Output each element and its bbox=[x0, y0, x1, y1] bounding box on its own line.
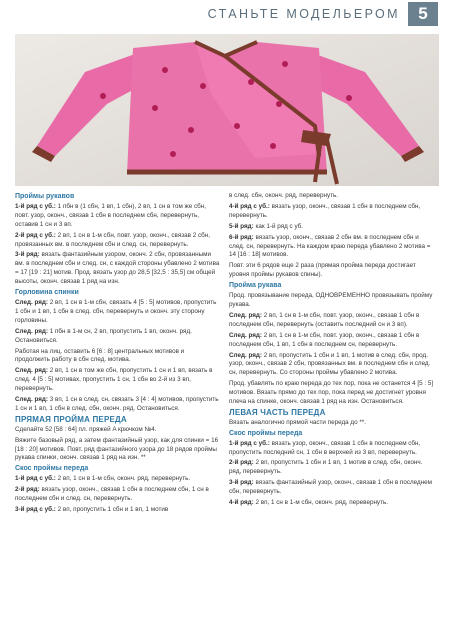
section-heading: Скос проймы переда bbox=[15, 465, 89, 473]
row-text: 1 пбн в 1-м сн, 2 вп, пропустить 1 вп, оконч. ряд. Остановиться. bbox=[15, 327, 192, 344]
row-text: 1 пбн в (1 сбн, 1 вп, 1 сбн), 2 вп, 1 сн в том же сбн, повт. узор, оконч., связав 1 сбн в последнем сбн, перевернуть, оставив 1 сн и 3 вп. bbox=[15, 202, 206, 228]
row-text: как 1-й ряд с уб. bbox=[253, 222, 304, 230]
instruction bbox=[15, 251, 220, 287]
section-heading: ПРЯМАЯ ПРОЙМА ПЕРЕДА bbox=[15, 414, 127, 424]
row-text: вязать фантазийным узором, оконч. 2 сбн, провязанными вм. в последнем сбн и след. сн, с каждой стороны убавлено 2 мотива = 17 [19 : 21] мотив. Прод. вязать узор до 28,5 [32,5 : 35,5] см общей высоты, оконч. связав 1 ряд на изн. bbox=[15, 251, 220, 286]
row-label: След. ряд: bbox=[15, 298, 48, 306]
section-heading: Проймы рукавов bbox=[15, 193, 75, 200]
instruction: Прод. убавлять по краю переда до тех пор, пока не останется 4 [5 : 5] мотивов. Вязать прямо до тех пор, пока перед не достигнет уровня плеча на спинке, оконч. связав 1 ряд на изн. Остановиться. bbox=[229, 380, 434, 406]
instruction: Повт. эти 6 рядов еще 2 раза (прямая пройма переда достигает уровня проймы рукавов спины). bbox=[229, 262, 416, 279]
cardigan-photo bbox=[15, 34, 439, 186]
row-label: 3-й ряд: bbox=[15, 251, 40, 259]
row-text: 3 вп, 1 сн в след. сн, связать 3 [4 : 4] мотивов, пропустить 1 сн и 1 вп, 1 сбн в след. сбн, оконч. ряд. Остановиться. bbox=[15, 396, 219, 412]
row-label: След. ряд: bbox=[229, 311, 262, 319]
row-label: След. ряд: bbox=[15, 367, 48, 375]
instruction: Вяжите базовый ряд, а затем фантазийный узор, как для спинки = 16 [18 : 20] мотивов. Повт. ряд фантазийного узора до 18 рядов проймы рукава спинки, оконч. связав 1 ряд на изн. ** bbox=[15, 436, 219, 462]
row-label: 5-й ряд: bbox=[229, 222, 254, 230]
instruction bbox=[15, 232, 220, 250]
row-text: 2 вп, 1 сн в 1-м сбн, оконч. ряд, перевернуть. bbox=[55, 475, 191, 483]
row-label: 4-й ряд с уб.: bbox=[229, 202, 270, 210]
row-label: След. ряд: bbox=[229, 331, 262, 339]
row-label: 1-й ряд с уб.: bbox=[229, 439, 270, 447]
instruction bbox=[15, 203, 220, 230]
instruction bbox=[229, 499, 434, 508]
instruction: Сделайте 52 [58 : 64] пл. пряжей A крючком №4. bbox=[15, 425, 157, 433]
row-text: 2 вп, пропустить 1 сбн и 1 вп, 1 мотив bbox=[55, 506, 169, 513]
row-text: 2 вп, 1 сн в 1-м сбн, связать 4 [5 : 5] мотивов, пропустить 1 сбн и 1 вп, 1 сбн в след. сбн, перевернуть и оконч. эту сторону горловины. bbox=[15, 298, 217, 324]
row-text: 2 вп, 1 сн в том же сбн, пропустить 1 сн и 1 вп, вязать в след. 4 [5 : 5] мотивах, пропустить 1 сн, 1 сбн во 2-й из 3 вп, перевернуть. bbox=[15, 367, 213, 393]
row-label: 1-й ряд с уб.: bbox=[15, 475, 56, 483]
instruction bbox=[15, 506, 220, 515]
row-label: 3-й ряд: bbox=[229, 479, 254, 487]
instruction bbox=[15, 299, 220, 326]
instruction: Вязать аналогично прямой части переда до **. bbox=[229, 418, 366, 426]
instruction bbox=[15, 486, 220, 504]
row-text: 2 вп, 1 сн в 1-м сбн, повт. узор, оконч., связав 1 сбн в последнем сбн, перевернуть (оставить последний сн и 3 вп). bbox=[229, 311, 420, 328]
row-text: вязать узор, оконч., связав 1 сбн в последнем сбн, 1 сн в последнем сбн и след. сн, перевернуть. bbox=[15, 486, 209, 503]
instruction bbox=[15, 367, 220, 394]
section-heading: Пройма рукава bbox=[229, 282, 282, 290]
instruction bbox=[229, 332, 434, 350]
row-label: 3-й ряд с уб.: bbox=[15, 506, 56, 513]
instruction bbox=[229, 440, 434, 458]
row-label: 4-й ряд: bbox=[229, 499, 254, 507]
row-text: вязать узор, оконч., связав 2 сбн вм. в последнем сбн и след. сн, перевернуть. На каждом краю переда убавлено 2 мотива = 14 [16 : 18] мотивов. bbox=[229, 233, 431, 259]
instruction bbox=[229, 459, 434, 477]
row-text: 2 вп, пропустить 1 сбн и 1 вп, 1 мотив в след. сбн, оконч. ряд, перевернуть. bbox=[229, 459, 423, 476]
instruction bbox=[15, 475, 220, 484]
instruction bbox=[15, 328, 220, 346]
row-text: 2 вп, 1 сн в 1-м сбн, повт. узор, оконч., связав 2 сбн, провязанных вм. в последнем сбн и след. сн, перевернуть. bbox=[15, 231, 210, 248]
row-text: вязать фантазийный узор, оконч., связав 1 сбн в последнем сбн, перевернуть. bbox=[229, 479, 432, 496]
section-heading: Горловина спинки bbox=[15, 289, 79, 297]
row-label: 2-й ряд: bbox=[229, 459, 254, 467]
instruction: Работая на лиц. оставить 6 [6 : 8] центральных мотивов и продолжить работу в сбн след. мотива. bbox=[15, 347, 185, 364]
instruction bbox=[15, 396, 220, 414]
row-label: 1-й ряд с уб.: bbox=[15, 202, 56, 210]
row-label: След. ряд: bbox=[229, 351, 262, 359]
instruction: Прод. провязывание переда, ОДНОВРЕМЕННО провязывать пройму рукава. bbox=[229, 292, 433, 308]
instruction bbox=[229, 223, 434, 232]
instruction: в след. сбн, оконч. ряд, перевернуть. bbox=[229, 192, 339, 199]
instruction bbox=[229, 479, 434, 497]
row-label: След. ряд: bbox=[15, 396, 48, 404]
row-label: След. ряд: bbox=[15, 327, 48, 335]
instruction bbox=[229, 203, 434, 221]
row-label: 6-й ряд: bbox=[229, 233, 254, 241]
row-text: вязать узор, оконч., связав 1 сбн в последнем сбн, пропустить последний сн, 1 сбн в верхней из 3 вп, перевернуть. bbox=[229, 439, 421, 456]
instruction bbox=[229, 234, 434, 261]
row-text: 2 вп, 1 сн в 1-м сбн, оконч. ряд, перевернуть. bbox=[253, 499, 388, 507]
section-heading: ЛЕВАЯ ЧАСТЬ ПЕРЕДА bbox=[229, 407, 326, 417]
left-column bbox=[15, 192, 220, 517]
right-column bbox=[229, 192, 434, 510]
row-text: 2 вп, 1 сн в 1-м сбн, повт. узор, оконч., связав 1 сбн в последнем сбн, 1 вп, 1 сбн в последнем сн, перевернуть. bbox=[229, 331, 420, 348]
page-header bbox=[0, 0, 452, 28]
page-number: 5 bbox=[408, 2, 438, 26]
instruction bbox=[229, 312, 434, 330]
row-text: вязать узор, оконч., связав 1 сбн в последнем сбн, перевернуть. bbox=[229, 202, 421, 219]
row-text: 2 вп, пропустить 1 сбн и 1 вп, 1 мотив в след. сбн, прод. узор, оконч., связав 2 сбн, провязанных вм. в последнем сбн и след. сн, перевернуть. Со стороны проймы убавлено 2 мотива. bbox=[229, 351, 431, 377]
row-label: 2-й ряд: bbox=[15, 486, 40, 494]
section-heading: Скос проймы переда bbox=[229, 429, 303, 437]
row-label: 2-й ряд с уб.: bbox=[15, 231, 56, 239]
section-title: СТАНЬТЕ МОДЕЛЬЕРОМ bbox=[207, 7, 400, 21]
instruction bbox=[229, 352, 434, 379]
